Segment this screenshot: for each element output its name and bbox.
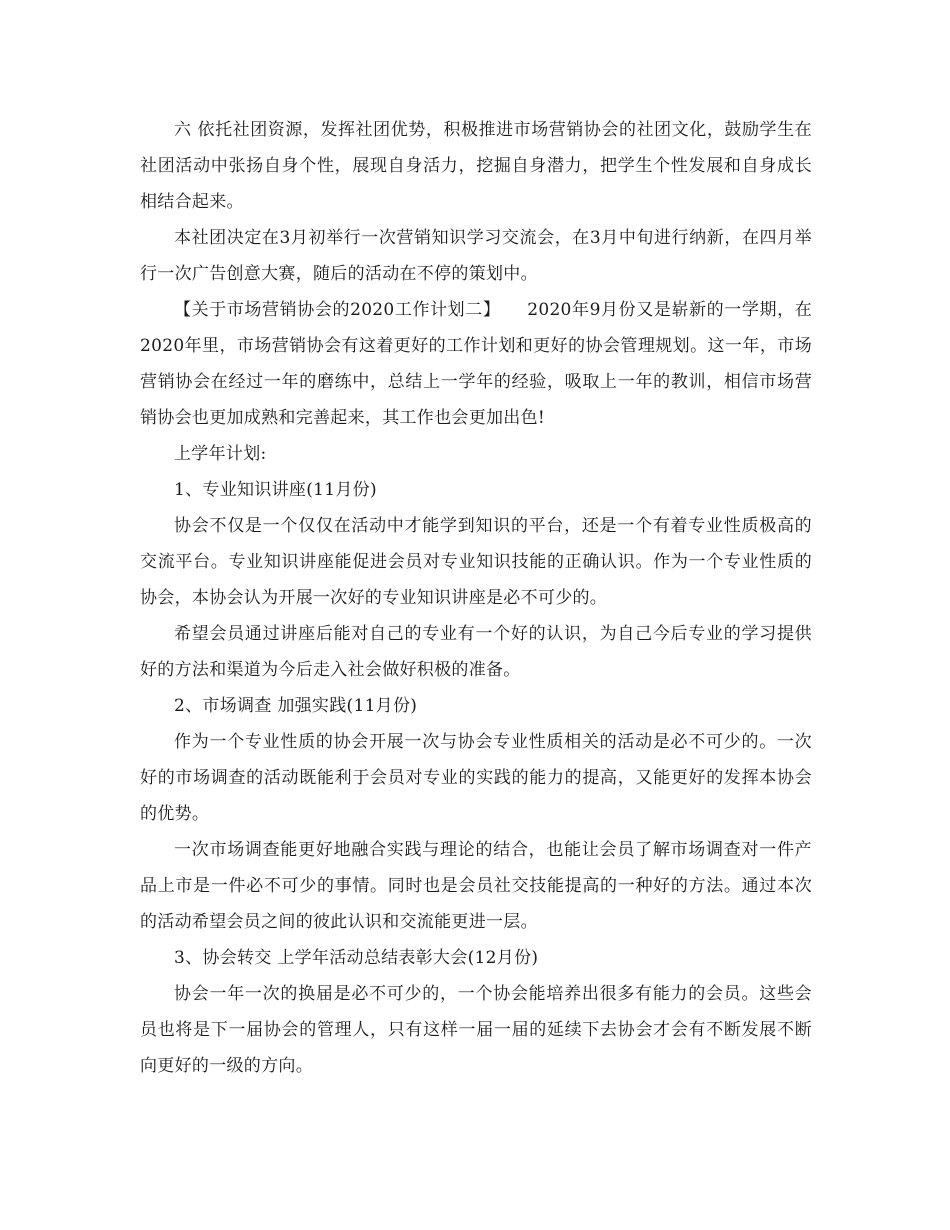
- section-heading-3: 3、协会转交 上学年活动总结表彰大会(12月份): [174, 948, 539, 968]
- paragraph-2: 本社团决定在3月初举行一次营销知识学习交流会，在3月中旬进行纳新，在四月举行一次广告创意大赛，随后的活动在不停的策划中。: [140, 228, 812, 284]
- section-heading-2: 2、市场调查 加强实践(11月份): [174, 696, 418, 716]
- paragraph-8: 协会一年一次的换届是必不可少的，一个协会能培养出很多有能力的会员。这些会员也将是下一届协会的管理人，只有这样一届一届的延续下去协会才会有不断发展不断向更好的一级的方向。: [140, 984, 812, 1076]
- paragraph-7: 一次市场调查能更好地融合实践与理论的结合，也能让会员了解市场调查对一件产品上市是一件必不可少的事情。同时也是会员社交技能提高的一种好的方法。通过本次的活动希望会员之间的彼此认识和交流能更进一层。: [140, 840, 812, 932]
- document-body: [140, 112, 812, 1084]
- paragraph-3: 【关于市场营销协会的2020工作计划二】 2020年9月份又是崭新的一学期，在2020年里，市场营销协会有这着更好的工作计划和更好的协会管理规划。这一年，市场营销协会在经过一年的磨练中，总结上一学年的经验，吸取上一年的教训，相信市场营销协会也更加成熟和完善起来，其工作也会更加出色!: [140, 300, 812, 428]
- paragraph-4: 协会不仅是一个仅仅在活动中才能学到知识的平台，还是一个有着专业性质极高的交流平台。专业知识讲座能促进会员对专业知识技能的正确认识。作为一个专业性质的协会，本协会认为开展一次好的专业知识讲座是必不可少的。: [140, 516, 812, 608]
- section-heading-1: 1、专业知识讲座(11月份): [174, 480, 377, 500]
- paragraph-6: 作为一个专业性质的协会开展一次与协会专业性质相关的活动是必不可少的。一次好的市场调查的活动既能利于会员对专业的实践的能力的提高，又能更好的发挥本协会的优势。: [140, 732, 812, 824]
- paragraph-5: 希望会员通过讲座后能对自己的专业有一个好的认识，为自己今后专业的学习提供好的方法和渠道为今后走入社会做好积极的准备。: [140, 624, 812, 680]
- section-heading-plan: 上学年计划:: [174, 444, 267, 464]
- paragraph-1: 六 依托社团资源，发挥社团优势，积极推进市场营销协会的社团文化，鼓励学生在社团活动中张扬自身个性，展现自身活力，挖掘自身潜力，把学生个性发展和自身成长相结合起来。: [140, 120, 812, 212]
